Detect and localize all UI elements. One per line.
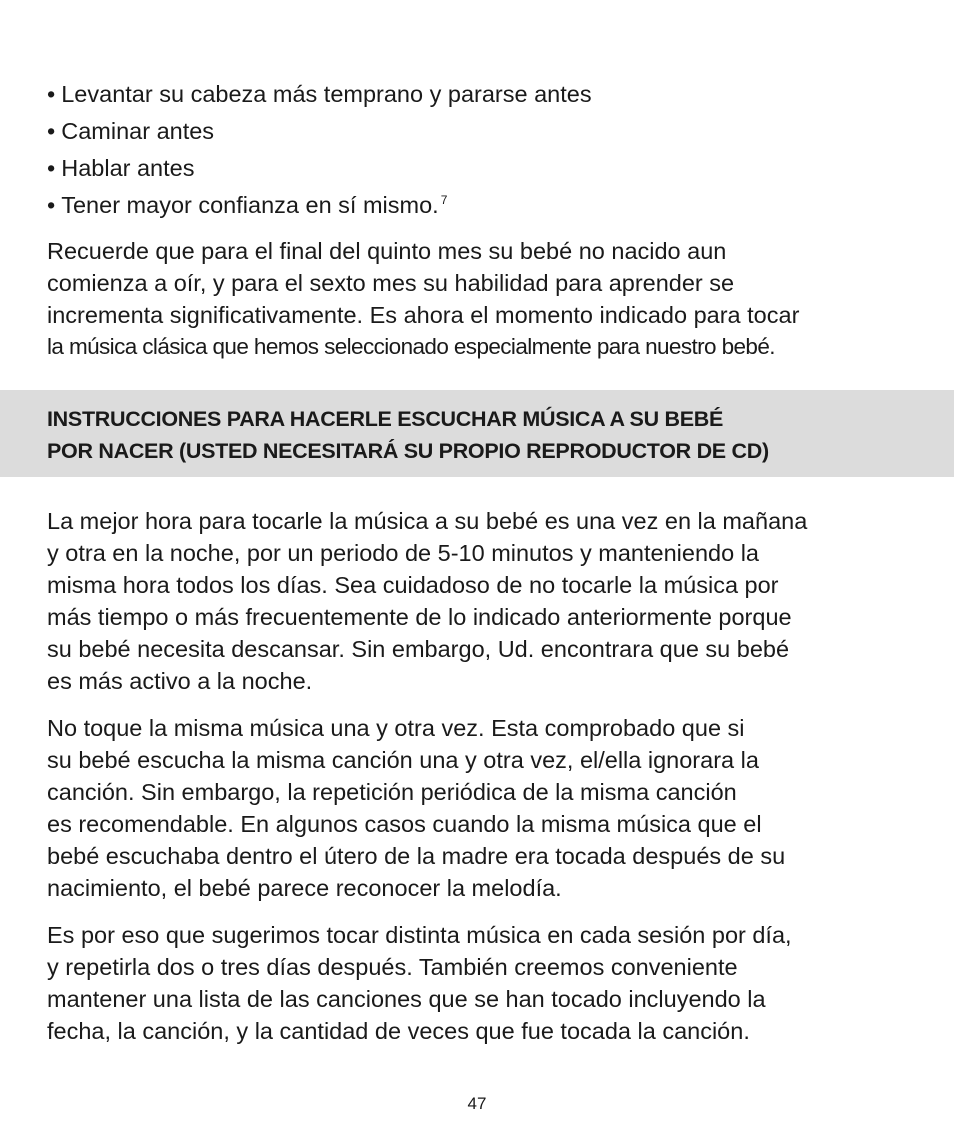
intro-paragraph <box>47 235 927 363</box>
bullet-glyph: • <box>47 192 56 218</box>
text-line: misma hora todos los días. Sea cuidadoso de no tocarle la música por <box>47 572 779 598</box>
text-line: Recuerde que para el final del quinto mes su bebé no nacido aun <box>47 238 727 264</box>
text-line: es recomendable. En algunos casos cuando la misma música que el <box>47 811 762 837</box>
list-item <box>47 76 927 113</box>
bullet-glyph: • <box>47 81 56 107</box>
list-item-text: Tener mayor confianza en sí mismo. <box>61 192 439 218</box>
list-item-text: Levantar su cabeza más temprano y pararse antes <box>61 81 592 107</box>
text-line: nacimiento, el bebé parece reconocer la melodía. <box>47 875 562 901</box>
text-line: más tiempo o más frecuentemente de lo indicado anteriormente porque <box>47 604 792 630</box>
timing-paragraph <box>47 505 927 697</box>
footnote-reference: 7 <box>440 193 448 207</box>
text-line: Es por eso que sugerimos tocar distinta música en cada sesión por día, <box>47 922 792 948</box>
bullet-glyph: • <box>47 155 56 181</box>
text-line: No toque la misma música una y otra vez. Esta comprobado que si <box>47 715 745 741</box>
text-line: y otra en la noche, por un periodo de 5-10 minutos y manteniendo la <box>47 540 759 566</box>
text-line: La mejor hora para tocarle la música a su bebé es una vez en la mañana <box>47 508 808 534</box>
repetition-paragraph <box>47 712 927 904</box>
text-line: su bebé necesita descansar. Sin embargo, Ud. encontrara que su bebé <box>47 636 790 662</box>
list-item <box>47 187 927 224</box>
schedule-paragraph <box>47 919 927 1047</box>
heading-line: INSTRUCCIONES PARA HACERLE ESCUCHAR MÚSICA A SU BEBÉ <box>47 407 724 431</box>
bullet-glyph: • <box>47 118 56 144</box>
text-line: es más activo a la noche. <box>47 668 313 694</box>
list-item <box>47 113 927 150</box>
section-heading-band <box>0 390 954 477</box>
section-heading <box>47 403 769 467</box>
page-number: 47 <box>467 1094 487 1113</box>
heading-line: POR NACER (USTED NECESITARÁ SU PROPIO REPRODUCTOR DE CD) <box>47 439 769 463</box>
text-line: la música clásica que hemos seleccionado especialmente para nuestro bebé. <box>47 334 775 359</box>
text-line: canción. Sin embargo, la repetición periódica de la misma canción <box>47 779 737 805</box>
text-line: comienza a oír, y para el sexto mes su habilidad para aprender se <box>47 270 735 296</box>
text-line: su bebé escucha la misma canción una y otra vez, el/ella ignorara la <box>47 747 759 773</box>
list-item-text: Hablar antes <box>61 155 195 181</box>
text-line: bebé escuchaba dentro el útero de la madre era tocada después de su <box>47 843 786 869</box>
list-item-text: Caminar antes <box>61 118 215 144</box>
benefits-list <box>47 76 927 224</box>
text-line: incrementa significativamente. Es ahora el momento indicado para tocar <box>47 302 800 328</box>
text-line: fecha, la canción, y la cantidad de veces que fue tocada la canción. <box>47 1018 750 1044</box>
text-line: mantener una lista de las canciones que se han tocado incluyendo la <box>47 986 766 1012</box>
list-item <box>47 150 927 187</box>
text-line: y repetirla dos o tres días después. También creemos conveniente <box>47 954 738 980</box>
